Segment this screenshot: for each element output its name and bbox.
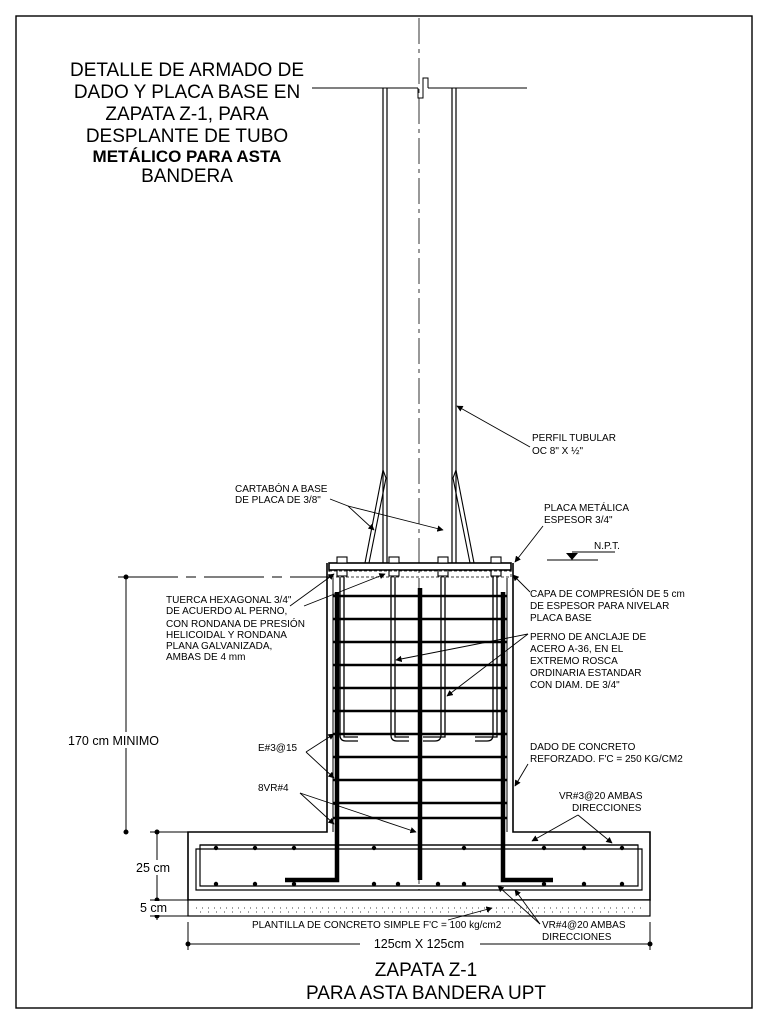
placa-label-line-1: PLACA METÁLICA bbox=[544, 503, 630, 514]
dado-label-line-1: DADO DE CONCRETO bbox=[530, 742, 636, 753]
title-line-3: ZAPATA Z-1, PARA bbox=[105, 104, 269, 125]
footer-title bbox=[306, 960, 546, 1004]
npt-label: N.P.T. bbox=[594, 541, 620, 552]
grout-layer bbox=[329, 571, 511, 577]
footing-dimension-label: 25 cm bbox=[136, 861, 171, 875]
dado-label-line-2: REFORZADO. F'C = 250 KG/CM2 bbox=[530, 754, 683, 765]
annotation-placa bbox=[515, 501, 629, 562]
estribos-label: E#3@15 bbox=[258, 743, 298, 754]
cartabon-label-line-2: DE PLACA DE 3/8" bbox=[235, 495, 321, 506]
vr3-label-line-1: VR#3@20 AMBAS bbox=[559, 791, 643, 802]
vr4-label-line-1: VR#4@20 AMBAS bbox=[542, 920, 626, 931]
break-line bbox=[312, 78, 527, 98]
title-line-1: DETALLE DE ARMADO DE bbox=[69, 60, 305, 81]
tubular-pole bbox=[383, 88, 456, 563]
title-line-2: DADO Y PLACA BASE EN bbox=[73, 82, 301, 103]
title-line-6: BANDERA bbox=[141, 166, 233, 187]
tuerca-label-line-6: AMBAS DE 4 mm bbox=[166, 652, 246, 663]
varillas-label: 8VR#4 bbox=[258, 783, 289, 794]
footer-line-1: ZAPATA Z-1 bbox=[374, 960, 478, 981]
tuerca-label-line-2: DE ACUERDO AL PERNO, bbox=[166, 606, 288, 617]
cartabon-label-line-1: CARTABÓN A BASE bbox=[235, 484, 328, 495]
capa-label-line-1: CAPA DE COMPRESIÓN DE 5 cm bbox=[530, 589, 685, 600]
blinding-dimension-label: 5 cm bbox=[140, 901, 168, 915]
base-plate bbox=[329, 563, 511, 570]
blinding-layer bbox=[188, 900, 650, 916]
tuerca-label-line-4: HELICOIDAL Y RONDANA bbox=[166, 630, 287, 641]
annotation-perfil bbox=[457, 406, 616, 457]
plantilla-label: PLANTILLA DE CONCRETO SIMPLE F'C = 100 kg/cm2 bbox=[252, 920, 502, 931]
annotation-capa bbox=[513, 575, 685, 624]
footing-dimension bbox=[135, 830, 188, 921]
annotation-dado bbox=[515, 742, 683, 786]
gusset-plates bbox=[365, 470, 474, 563]
annotation-vr3 bbox=[532, 791, 643, 843]
npt-symbol bbox=[547, 541, 620, 560]
tuerca-label-line-3: CON RONDANA DE PRESIÓN bbox=[166, 619, 305, 630]
tuerca-label-line-5: PLANA GALVANIZADA, bbox=[166, 641, 273, 652]
annotation-cartabon bbox=[235, 482, 443, 530]
perno-label-line-3: EXTREMO ROSCA bbox=[530, 656, 618, 667]
width-dimension-label: 125cm X 125cm bbox=[373, 937, 465, 951]
drawing-title bbox=[70, 60, 304, 187]
perno-label-line-4: ORDINARIA ESTANDAR bbox=[530, 668, 642, 679]
perfil-label-line-1: PERFIL TUBULAR bbox=[532, 433, 616, 444]
capa-label-line-3: PLACA BASE bbox=[530, 613, 592, 624]
capa-label-line-2: DE ESPESOR PARA NIVELAR bbox=[530, 601, 670, 612]
title-line-4: DESPLANTE DE TUBO bbox=[85, 126, 289, 147]
placa-label-line-2: ESPESOR 3/4" bbox=[544, 515, 613, 526]
perfil-label-line-2: OC 8" X ½" bbox=[532, 446, 584, 457]
perno-label-line-1: PERNO DE ANCLAJE DE bbox=[530, 632, 647, 643]
annotation-estribos bbox=[258, 734, 334, 778]
vr3-label-line-2: DIRECCIONES bbox=[572, 803, 642, 814]
title-line-5: METÁLICO PARA ASTA bbox=[92, 147, 282, 166]
perno-label-line-5: CON DIAM. DE 3/4" bbox=[530, 680, 620, 691]
tuerca-label-line-1: TUERCA HEXAGONAL 3/4" bbox=[166, 595, 292, 606]
perno-label-line-2: ACERO A-36, EN EL bbox=[530, 644, 624, 655]
vr4-label-line-2: DIRECCIONES bbox=[542, 932, 612, 943]
footer-line-2: PARA ASTA BANDERA UPT bbox=[305, 983, 547, 1004]
height-dimension-label: 170 cm MINIMO bbox=[68, 734, 159, 748]
